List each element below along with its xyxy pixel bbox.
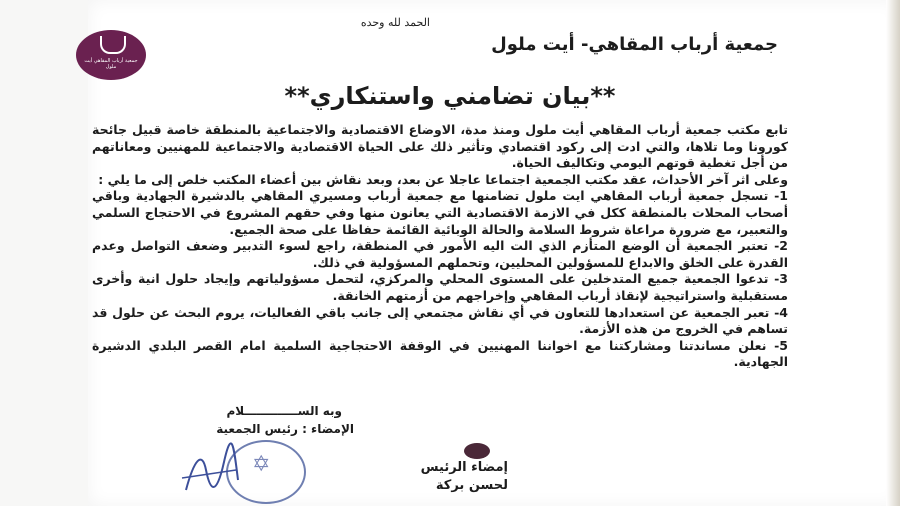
resolution-item-5: 5- نعلن مساندتنا ومشاركتنا مع اخواننا المهنيين في الوقفة الاحتجاجية السلمية امام القصر البلدي الدشيرة الجهادية. xyxy=(92,337,788,370)
resolution-item-3: 3- تدعوا الجمعية جميع المتدخلين على المستوى المحلي والمركزي، لتحمل مسؤولياتهم وإيجاد حلول انية وأخرى مستقبلية واستراتيجية لإنقاذ أرباب المقاهي وإخراجهم من أزمتهم الخانقة. xyxy=(92,271,788,303)
president-signature-title: إمضاء الرئيس xyxy=(420,460,508,475)
context-paragraph: وعلى اثر آخر الأحداث، عقد مكتب الجمعية اجتماعا عاجلا عن بعد، وبعد نقاش بين أعضاء المكتب خلص إلى ما يلي : xyxy=(98,171,788,187)
coffee-cup-icon xyxy=(100,36,126,54)
closing-greeting: وبه الســـــــــــــلام xyxy=(226,404,342,418)
logo-caption xyxy=(80,58,142,70)
star-icon: ✡ xyxy=(252,452,271,477)
resolution-item-2: 2- تعتبر الجمعية أن الوضع المتأزم الذي الت اليه الأمور في المنطقة، راجع لسوء التدبير وضعف التواصل وعدم القدرة على الخلق والابداع للمسؤولين المحليين، وتحملهم المسؤولية في ذلك. xyxy=(92,238,788,270)
resolution-item-1: 1- تسجل جمعية أرباب المقاهي ايت ملول تضامنها مع جمعية أرباب ومسيري المقاهي بالدشيرة الجهادية وباقي أصحاب المحلات بالمنطقة ككل في الازمة الاقتصادية التي يعانون منها وفي حقهم المشروع في الاحتجاج السلمي والتعبير، مع ضرورة مراعاة شروط السلامة والحالة الوبائية القائمة حفاظا على صحة الجميع. xyxy=(92,188,788,237)
small-logo xyxy=(464,443,490,459)
resolution-item-4: 4- تعبر الجمعية عن استعدادها للتعاون في أي نقاش مجتمعي إلى جانب باقي الفعاليات، يروم البحث عن حلول قد تساهم في الخروج من هذه الأزمة. xyxy=(92,304,788,337)
president-name: لحسن بركة xyxy=(435,478,508,493)
header-invocation: الحمد لله وحده xyxy=(360,16,430,29)
page-edge xyxy=(886,0,900,506)
logo-caption-line: جمعية أرباب المقاهي أيت ملول xyxy=(84,58,138,70)
signature-label: الإمضاء : رئيس الجمعية xyxy=(216,422,354,436)
handwritten-signature xyxy=(176,440,246,502)
statement-body xyxy=(92,122,788,371)
association-name: جمعية أرباب المقاهي- أيت ملول xyxy=(491,34,778,55)
intro-paragraph: تابع مكتب جمعية أرباب المقاهي أيت ملول ومنذ مدة، الاوضاع الاقتصادية والاجتماعية بالمنطقة خاصة قبيل جائحة كورونا وما تلاها، والتي ادت إلى ركود اقتصادي وتأثير ذلك على الحياة الاقتصادية والاجتماعية للمهنيين ومعاناتهم من أجل تغطية قوتهم اليومي وتكاليف الحياة. xyxy=(92,122,788,171)
statement-title: **بيان تضامني واستنكاري** xyxy=(284,82,616,110)
